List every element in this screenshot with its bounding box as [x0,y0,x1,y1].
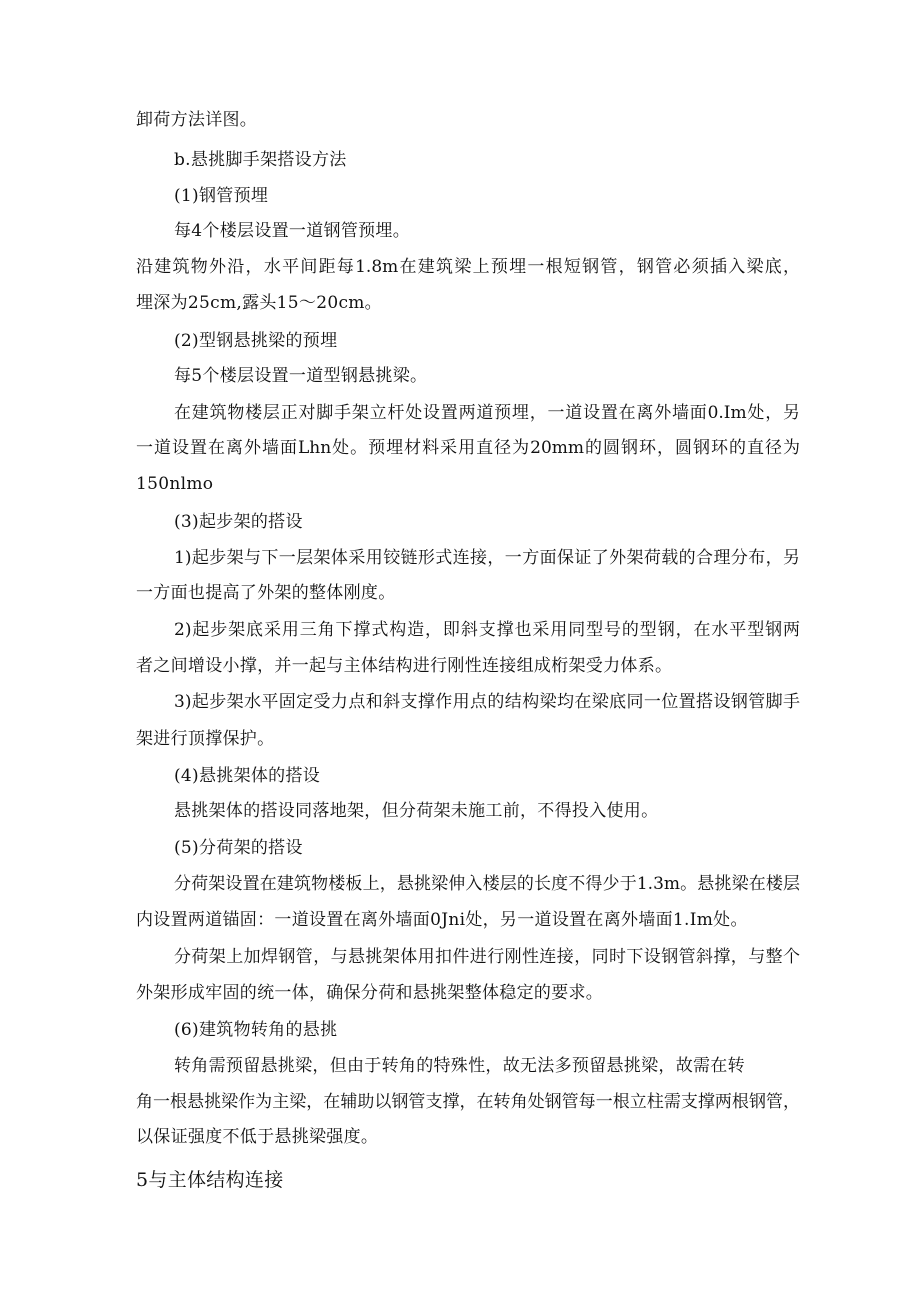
subsection-heading: (4)悬挑架体的搭设 [174,766,321,786]
text-line: 3)起步架水平固定受力点和斜支撑作用点的结构梁均在梁底同一位置搭设钢管脚手 [174,692,800,712]
section-heading: 5与主体结构连接 [136,1169,284,1191]
text-line: 分荷架设置在建筑物楼板上，悬挑梁伸入楼层的长度不得少于1.3m。悬挑梁在楼层 [174,874,800,894]
text-line: 2)起步架底采用三角下撑式构造，即斜支撑也采用同型号的型钢，在水平型钢两 [174,620,800,640]
subsection-heading: (2)型钢悬挑梁的预埋 [174,331,338,351]
text-line: 内设置两道锚固：一道设置在离外墙面0Jni处，另一道设置在离外墙面1.Im处。 [136,910,748,930]
text-line: 沿建筑物外沿，水平间距每1.8m在建筑梁上预埋一根短钢管，钢管必须插入梁底， [136,257,800,277]
text-line: 转角需预留悬挑梁，但由于转角的特殊性，故无法多预留悬挑梁，故需在转 [174,1056,745,1076]
subsection-heading: (5)分荷架的搭设 [174,838,303,858]
subsection-heading: (1)钢管预埋 [174,186,269,206]
text-line: 一方面也提高了外架的整体刚度。 [136,583,396,603]
text-line: 一道设置在离外墙面Lhn处。预埋材料采用直径为20mm的圆钢环，圆钢环的直径为 [136,438,800,458]
text-line: 外架形成牢固的统一体，确保分荷和悬挑架整体稳定的要求。 [136,983,604,1003]
text-line: 角一根悬挑梁作为主梁，在辅助以钢管支撑，在转角处钢管每一根立柱需支撑两根钢管， [136,1092,800,1112]
text-line: 埋深为25cm,露头15～20cm。 [136,293,382,313]
text-line: 悬挑架体的搭设同落地架，但分荷架未施工前，不得投入使用。 [174,801,659,821]
text-line: 架进行顶撑保护。 [136,729,275,749]
text-line: 150nlmo [136,474,214,494]
text-line: 分荷架上加焊钢管，与悬挑架体用扣件进行刚性连接，同时下设钢管斜撑，与整个 [174,947,800,967]
text-line: 每4个楼层设置一道钢管预埋。 [174,221,411,241]
text-line: 每5个楼层设置一道型钢悬挑梁。 [174,366,428,386]
text-line: 1)起步架与下一层架体采用铰链形式连接，一方面保证了外架荷载的合理分布，另 [174,548,800,568]
subsection-heading: (3)起步架的搭设 [174,512,303,532]
text-line: 者之间增设小撑，并一起与主体结构进行刚性连接组成桁架受力体系。 [136,656,673,676]
section-heading: b.悬挑脚手架搭设方法 [174,150,347,170]
text-line: 在建筑物楼层正对脚手架立杆处设置两道预埋，一道设置在离外墙面0.Im处，另 [174,403,800,423]
subsection-heading: (6)建筑物转角的悬挑 [174,1020,338,1040]
text-line: 以保证强度不低于悬挑梁强度。 [136,1127,379,1147]
text-line: 卸荷方法详图。 [136,110,258,130]
